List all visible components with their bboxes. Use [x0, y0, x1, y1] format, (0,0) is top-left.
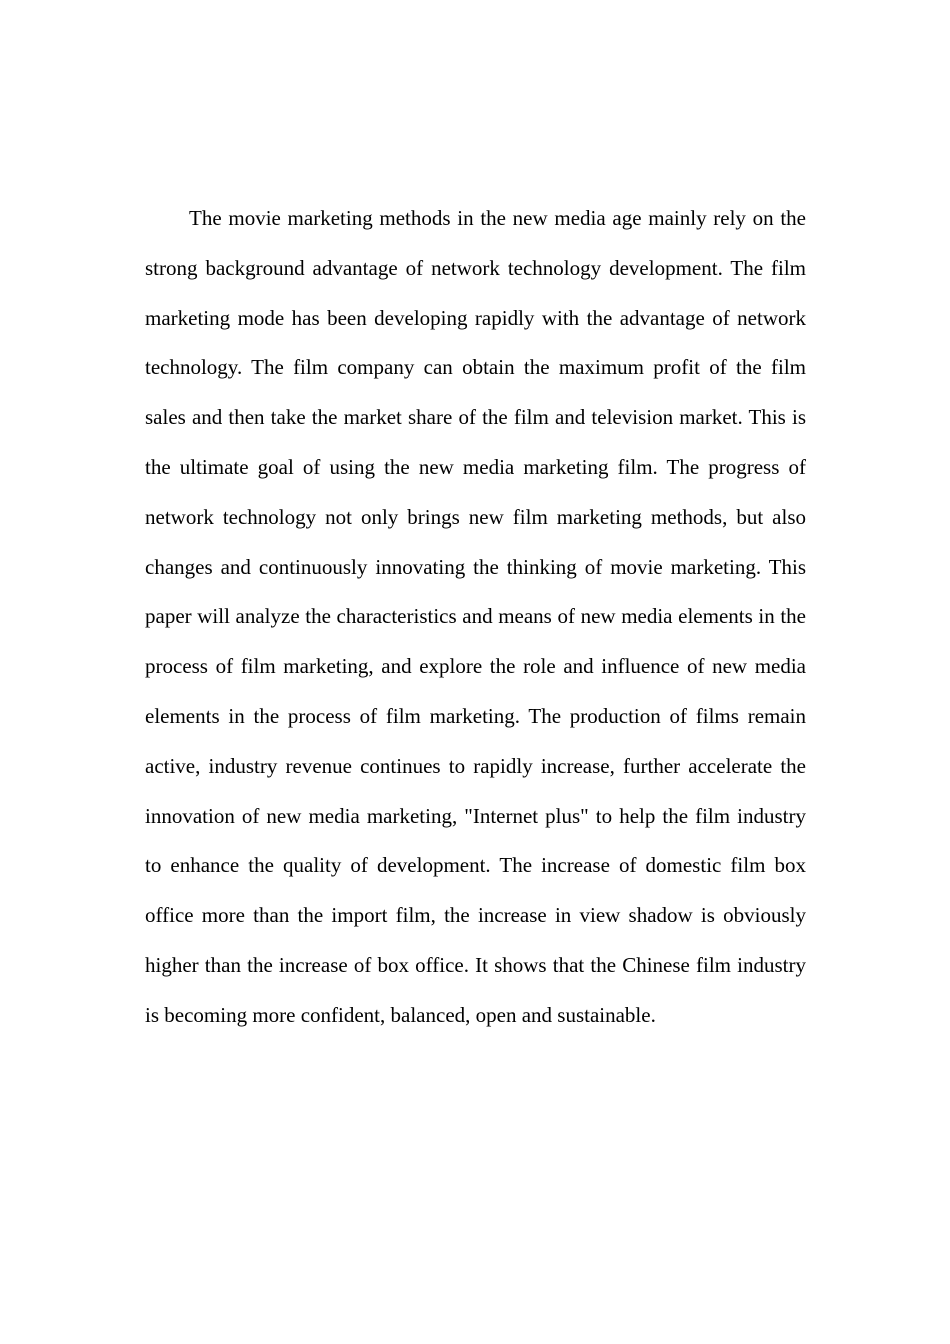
body-paragraph: The movie marketing methods in the new media age mainly rely on the strong background advantage of network technology development. The film marketing mode has been developing rapidly with the advantage of network technology. The film company can obtain the maximum profit of the film sales and then take the market share of the film and television market. This is the ultimate goal of using the new media marketing film. The progress of network technology not only brings new film marketing methods, but also changes and continuously innovating the thinking of movie marketing. This paper will analyze the characteristics and means of new media elements in the process of film marketing, and explore the role and influence of new media elements in the process of film marketing. The production of films remain active, industry revenue continues to rapidly increase, further accelerate the innovation of new media marketing, "Internet plus" to help the film industry to enhance the quality of development. The increase of domestic film box office more than the import film, the increase in view shadow is obviously higher than the increase of box office. It shows that the Chinese film industry is becoming more confident, balanced, open and sustainable. — [145, 206, 806, 1027]
